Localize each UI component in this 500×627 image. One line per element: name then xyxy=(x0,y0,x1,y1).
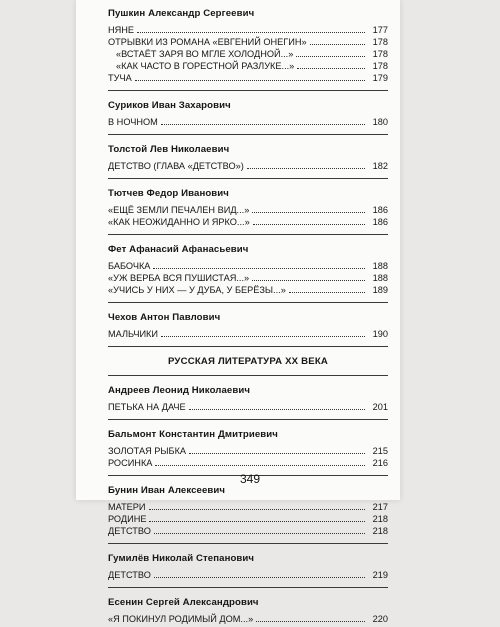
dot-leader xyxy=(161,336,365,337)
entry-page-number: 179 xyxy=(372,73,388,83)
author-name: Бунин Иван Алексеевич xyxy=(108,485,226,496)
entry-page-number: 188 xyxy=(372,261,388,271)
author-divider xyxy=(108,234,388,235)
author-name: Андреев Леонид Николаевич xyxy=(108,385,251,396)
toc-section-20th-century xyxy=(108,385,388,625)
entry-title: РОСИНКА xyxy=(108,458,153,468)
author-name: Тютчев Федор Иванович xyxy=(108,188,229,199)
toc-entry xyxy=(108,24,388,36)
author-block xyxy=(108,188,388,228)
entry-page-number: 188 xyxy=(372,273,388,283)
toc-entry xyxy=(108,284,388,296)
author-block xyxy=(108,597,388,625)
author-block xyxy=(108,8,388,84)
author-divider xyxy=(108,90,388,91)
entry-page-number: 215 xyxy=(372,446,388,456)
dot-leader xyxy=(154,577,365,578)
author-name: Суриков Иван Захарович xyxy=(108,100,231,111)
dot-leader xyxy=(256,621,365,622)
toc-entry xyxy=(108,116,388,128)
toc-entry xyxy=(108,328,388,340)
dot-leader xyxy=(289,292,365,293)
entry-page-number: 186 xyxy=(372,205,388,215)
author-name: Фет Афанасий Афанасьевич xyxy=(108,244,249,255)
author-name: Чехов Антон Павлович xyxy=(108,312,221,323)
toc-entry xyxy=(108,513,388,525)
entry-title: «КАК НЕОЖИДАННО И ЯРКО...» xyxy=(108,217,250,227)
toc-entry xyxy=(108,36,388,48)
author-block xyxy=(108,485,388,537)
dot-leader xyxy=(161,124,365,125)
author-block xyxy=(108,553,388,581)
entry-title: РОДИНЕ xyxy=(108,514,147,524)
dot-leader xyxy=(247,168,365,169)
divider-bottom xyxy=(108,375,388,376)
entry-page-number: 178 xyxy=(372,61,388,71)
entry-title: ДЕТСТВО xyxy=(108,570,151,580)
toc-entry xyxy=(108,501,388,513)
dot-leader xyxy=(154,533,365,534)
author-block xyxy=(108,244,388,296)
dot-leader xyxy=(310,44,365,45)
entry-page-number: 219 xyxy=(372,570,388,580)
toc-entry xyxy=(108,160,388,172)
entry-page-number: 178 xyxy=(372,37,388,47)
dot-leader xyxy=(252,280,365,281)
entry-title: ТУЧА xyxy=(108,73,132,83)
toc-entry xyxy=(108,72,388,84)
author-divider xyxy=(108,587,388,588)
author-divider xyxy=(108,543,388,544)
author-block xyxy=(108,144,388,172)
dot-leader xyxy=(189,409,365,410)
dot-leader xyxy=(252,212,365,213)
entry-page-number: 218 xyxy=(372,526,388,536)
entry-title: «КАК ЧАСТО В ГОРЕСТНОЙ РАЗЛУКЕ...» xyxy=(116,61,295,71)
toc-entry xyxy=(108,48,388,60)
author-name: Толстой Лев Николаевич xyxy=(108,144,230,155)
author-divider xyxy=(108,134,388,135)
entry-title: «ВСТАЁТ ЗАРЯ ВО МГЛЕ ХОЛОДНОЙ...» xyxy=(116,49,294,59)
author-divider xyxy=(108,178,388,179)
entry-title: МАТЕРИ xyxy=(108,502,146,512)
dot-leader xyxy=(149,509,365,510)
dot-leader xyxy=(135,80,365,81)
toc-entry xyxy=(108,525,388,537)
toc-entry xyxy=(108,569,388,581)
entry-page-number: 217 xyxy=(372,502,388,512)
section-title: РУССКАЯ ЛИТЕРАТУРА XX ВЕКА xyxy=(167,356,329,367)
toc-entry xyxy=(108,613,388,625)
author-block xyxy=(108,385,388,413)
toc-entry xyxy=(108,60,388,72)
dot-leader xyxy=(149,521,365,522)
author-divider xyxy=(108,419,388,420)
entry-page-number: 182 xyxy=(372,161,388,171)
entry-title: ДЕТСТВО xyxy=(108,526,151,536)
entry-title: БАБОЧКА xyxy=(108,261,151,271)
author-name: Бальмонт Константин Дмитриевич xyxy=(108,429,278,440)
entry-page-number: 189 xyxy=(372,285,388,295)
dot-leader xyxy=(153,268,365,269)
author-name: Гумилёв Николай Степанович xyxy=(108,553,255,564)
toc-entry xyxy=(108,445,388,457)
author-block xyxy=(108,312,388,340)
entry-title: «УЖ ВЕРБА ВСЯ ПУШИСТАЯ...» xyxy=(108,273,250,283)
toc-entry xyxy=(108,272,388,284)
dot-leader xyxy=(253,224,365,225)
entry-title: НЯНЕ xyxy=(108,25,135,35)
toc-entry xyxy=(108,216,388,228)
divider-top xyxy=(108,346,388,347)
dot-leader xyxy=(297,68,365,69)
entry-page-number: 220 xyxy=(372,614,388,624)
entry-page-number: 178 xyxy=(372,49,388,59)
toc-entry xyxy=(108,260,388,272)
table-of-contents xyxy=(108,8,388,627)
toc-entry xyxy=(108,401,388,413)
author-name: Пушкин Александр Сергеевич xyxy=(108,8,255,19)
entry-title: В НОЧНОМ xyxy=(108,117,158,127)
toc-entry xyxy=(108,457,388,469)
entry-title: ПЕТЬКА НА ДАЧЕ xyxy=(108,402,186,412)
entry-title: «ЕЩЁ ЗЕМЛИ ПЕЧАЛЕН ВИД...» xyxy=(108,205,250,215)
entry-title: «УЧИСЬ У НИХ — У ДУБА, У БЕРЁЗЫ...» xyxy=(108,285,286,295)
page-number: 349 xyxy=(239,472,261,486)
toc-entry xyxy=(108,204,388,216)
entry-title: «Я ПОКИНУЛ РОДИМЫЙ ДОМ...» xyxy=(108,614,254,624)
entry-page-number: 218 xyxy=(372,514,388,524)
author-block xyxy=(108,100,388,128)
entry-title: МАЛЬЧИКИ xyxy=(108,329,159,339)
dot-leader xyxy=(155,465,365,466)
author-divider xyxy=(108,302,388,303)
entry-page-number: 180 xyxy=(372,117,388,127)
toc-section-19th-century xyxy=(108,8,388,340)
dot-leader xyxy=(137,32,365,33)
entry-title: ЗОЛОТАЯ РЫБКА xyxy=(108,446,187,456)
entry-page-number: 186 xyxy=(372,217,388,227)
entry-title: ДЕТСТВО (ГЛАВА «ДЕТСТВО») xyxy=(108,161,244,171)
dot-leader xyxy=(189,453,365,454)
entry-page-number: 190 xyxy=(372,329,388,339)
entry-page-number: 216 xyxy=(372,458,388,468)
entry-page-number: 201 xyxy=(372,402,388,412)
entry-title: ОТРЫВКИ ИЗ РОМАНА «ЕВГЕНИЙ ОНЕГИН» xyxy=(108,37,307,47)
dot-leader xyxy=(296,56,365,57)
author-name: Есенин Сергей Александрович xyxy=(108,597,259,608)
entry-page-number: 177 xyxy=(372,25,388,35)
author-block xyxy=(108,429,388,469)
